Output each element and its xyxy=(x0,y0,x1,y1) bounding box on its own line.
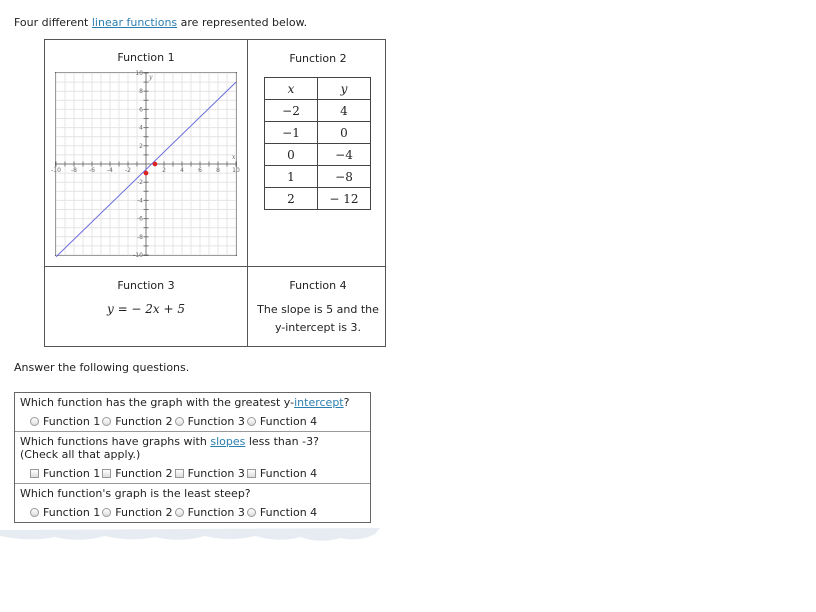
question-3-options xyxy=(20,506,365,519)
function-1-title: Function 1 xyxy=(117,51,175,64)
radio-button[interactable] xyxy=(102,508,111,517)
y-value: − 12 xyxy=(318,188,371,210)
function-1-graph xyxy=(51,70,240,259)
table-header-row xyxy=(265,78,371,100)
panel-divider-vertical xyxy=(247,39,248,347)
option-function-2[interactable] xyxy=(102,506,172,519)
y-tick-label: 6 xyxy=(139,106,143,114)
option-function-3[interactable] xyxy=(175,506,245,519)
x-value: 0 xyxy=(265,144,318,166)
option-function-1[interactable] xyxy=(30,415,100,428)
option-function-1[interactable] xyxy=(30,467,100,480)
question-1-prefix: Which function has the graph with the greatest y- xyxy=(20,396,295,409)
x-value: −2 xyxy=(265,100,318,122)
x-value: −1 xyxy=(265,122,318,144)
option-function-3[interactable] xyxy=(175,467,245,480)
x-tick-label: -2 xyxy=(125,167,131,174)
answer-prompt: Answer the following questions. xyxy=(14,361,190,374)
function-2-title: Function 2 xyxy=(289,52,347,65)
table-row xyxy=(265,100,371,122)
y-tick-label: 10 xyxy=(135,70,143,77)
option-label: Function 2 xyxy=(115,506,173,519)
table-row xyxy=(265,166,371,188)
y-tick-label: 4 xyxy=(139,124,143,132)
option-label: Function 3 xyxy=(187,506,245,519)
option-label: Function 4 xyxy=(259,506,318,519)
question-1-text xyxy=(20,396,365,409)
intro-text xyxy=(14,16,307,29)
table-row xyxy=(265,144,371,166)
option-function-3[interactable] xyxy=(175,415,245,428)
option-function-4[interactable] xyxy=(247,467,317,480)
question-3-text: Which function's graph is the least steep? xyxy=(20,487,251,500)
option-label: Function 4 xyxy=(259,415,318,428)
y-axis-label: y xyxy=(149,74,153,81)
x-tick-label: -8 xyxy=(71,167,77,174)
function-4-title: Function 4 xyxy=(289,279,347,292)
y-tick-label: -2 xyxy=(137,179,143,187)
radio-button[interactable] xyxy=(247,417,256,426)
option-function-4[interactable] xyxy=(247,415,317,428)
y-value: 4 xyxy=(318,100,371,122)
radio-button[interactable] xyxy=(247,508,256,517)
table-row xyxy=(265,122,371,144)
option-label: Function 3 xyxy=(187,415,245,428)
x-tick-label: 10 xyxy=(232,167,240,174)
function-3-equation: y = − 2x + 5 xyxy=(106,302,186,316)
option-label: Function 4 xyxy=(259,467,318,480)
table-row xyxy=(265,188,371,210)
radio-button[interactable] xyxy=(175,508,184,517)
panel-divider-horizontal xyxy=(44,266,386,267)
checkbox[interactable] xyxy=(102,469,111,478)
option-label: Function 3 xyxy=(187,467,245,480)
checkbox[interactable] xyxy=(30,469,39,478)
question-2 xyxy=(15,432,370,484)
y-tick-label: 2 xyxy=(139,142,143,150)
question-2-suffix: less than -3? xyxy=(245,435,319,448)
slopes-link[interactable]: slopes xyxy=(210,435,246,448)
intercept-link[interactable]: intercept xyxy=(294,396,344,409)
question-1-suffix: ? xyxy=(343,396,350,409)
y-tick-label: -8 xyxy=(137,233,143,241)
function-4-line1: The slope is 5 and the xyxy=(257,303,379,316)
y-tick-label: -10 xyxy=(133,252,143,259)
intro-suffix: are represented below. xyxy=(177,16,308,29)
checkbox[interactable] xyxy=(175,469,184,478)
y-header: y xyxy=(318,78,371,100)
function-2-table xyxy=(264,77,371,210)
option-label: Function 1 xyxy=(43,467,101,480)
x-tick-label: 2 xyxy=(162,167,166,174)
y-value: 0 xyxy=(318,122,371,144)
x-value: 1 xyxy=(265,166,318,188)
x-tick-label: 6 xyxy=(198,167,202,174)
question-2-prefix: Which functions have graphs with xyxy=(20,435,211,448)
y-tick-label: -6 xyxy=(137,215,143,223)
y-tick-label: 8 xyxy=(139,88,143,96)
radio-button[interactable] xyxy=(175,417,184,426)
question-2-text xyxy=(20,435,365,448)
x-tick-label: -10 xyxy=(51,167,61,174)
function-3-title: Function 3 xyxy=(117,279,175,292)
x-tick-label: 8 xyxy=(216,167,220,174)
y-tick-label: -4 xyxy=(137,197,143,205)
option-function-4[interactable] xyxy=(247,506,317,519)
data-point xyxy=(144,171,149,176)
question-2-options xyxy=(20,467,365,480)
question-1-options xyxy=(20,415,365,428)
data-point xyxy=(153,162,158,167)
checkbox[interactable] xyxy=(247,469,256,478)
option-function-1[interactable] xyxy=(30,506,100,519)
y-value: −4 xyxy=(318,144,371,166)
question-2-note: (Check all that apply.) xyxy=(20,448,141,461)
question-3 xyxy=(15,484,370,522)
option-function-2[interactable] xyxy=(102,415,172,428)
radio-button[interactable] xyxy=(30,508,39,517)
linear-functions-link[interactable]: linear functions xyxy=(91,16,178,29)
option-label: Function 1 xyxy=(43,506,101,519)
option-label: Function 2 xyxy=(115,467,173,480)
option-function-2[interactable] xyxy=(102,467,172,480)
function-4-line2: y-intercept is 3. xyxy=(274,321,362,334)
radio-button[interactable] xyxy=(30,417,39,426)
questions-box xyxy=(14,392,371,523)
option-label: Function 1 xyxy=(43,415,101,428)
x-tick-label: -4 xyxy=(107,167,113,174)
question-1 xyxy=(15,393,370,432)
x-value: 2 xyxy=(265,188,318,210)
radio-button[interactable] xyxy=(102,417,111,426)
x-header: x xyxy=(265,78,318,100)
x-tick-label: 4 xyxy=(180,167,184,174)
y-value: −8 xyxy=(318,166,371,188)
torn-edge xyxy=(0,524,390,548)
option-label: Function 2 xyxy=(115,415,173,428)
x-tick-label: -6 xyxy=(89,167,95,174)
intro-prefix: Four different xyxy=(14,16,92,29)
x-axis-label: x xyxy=(232,154,236,161)
